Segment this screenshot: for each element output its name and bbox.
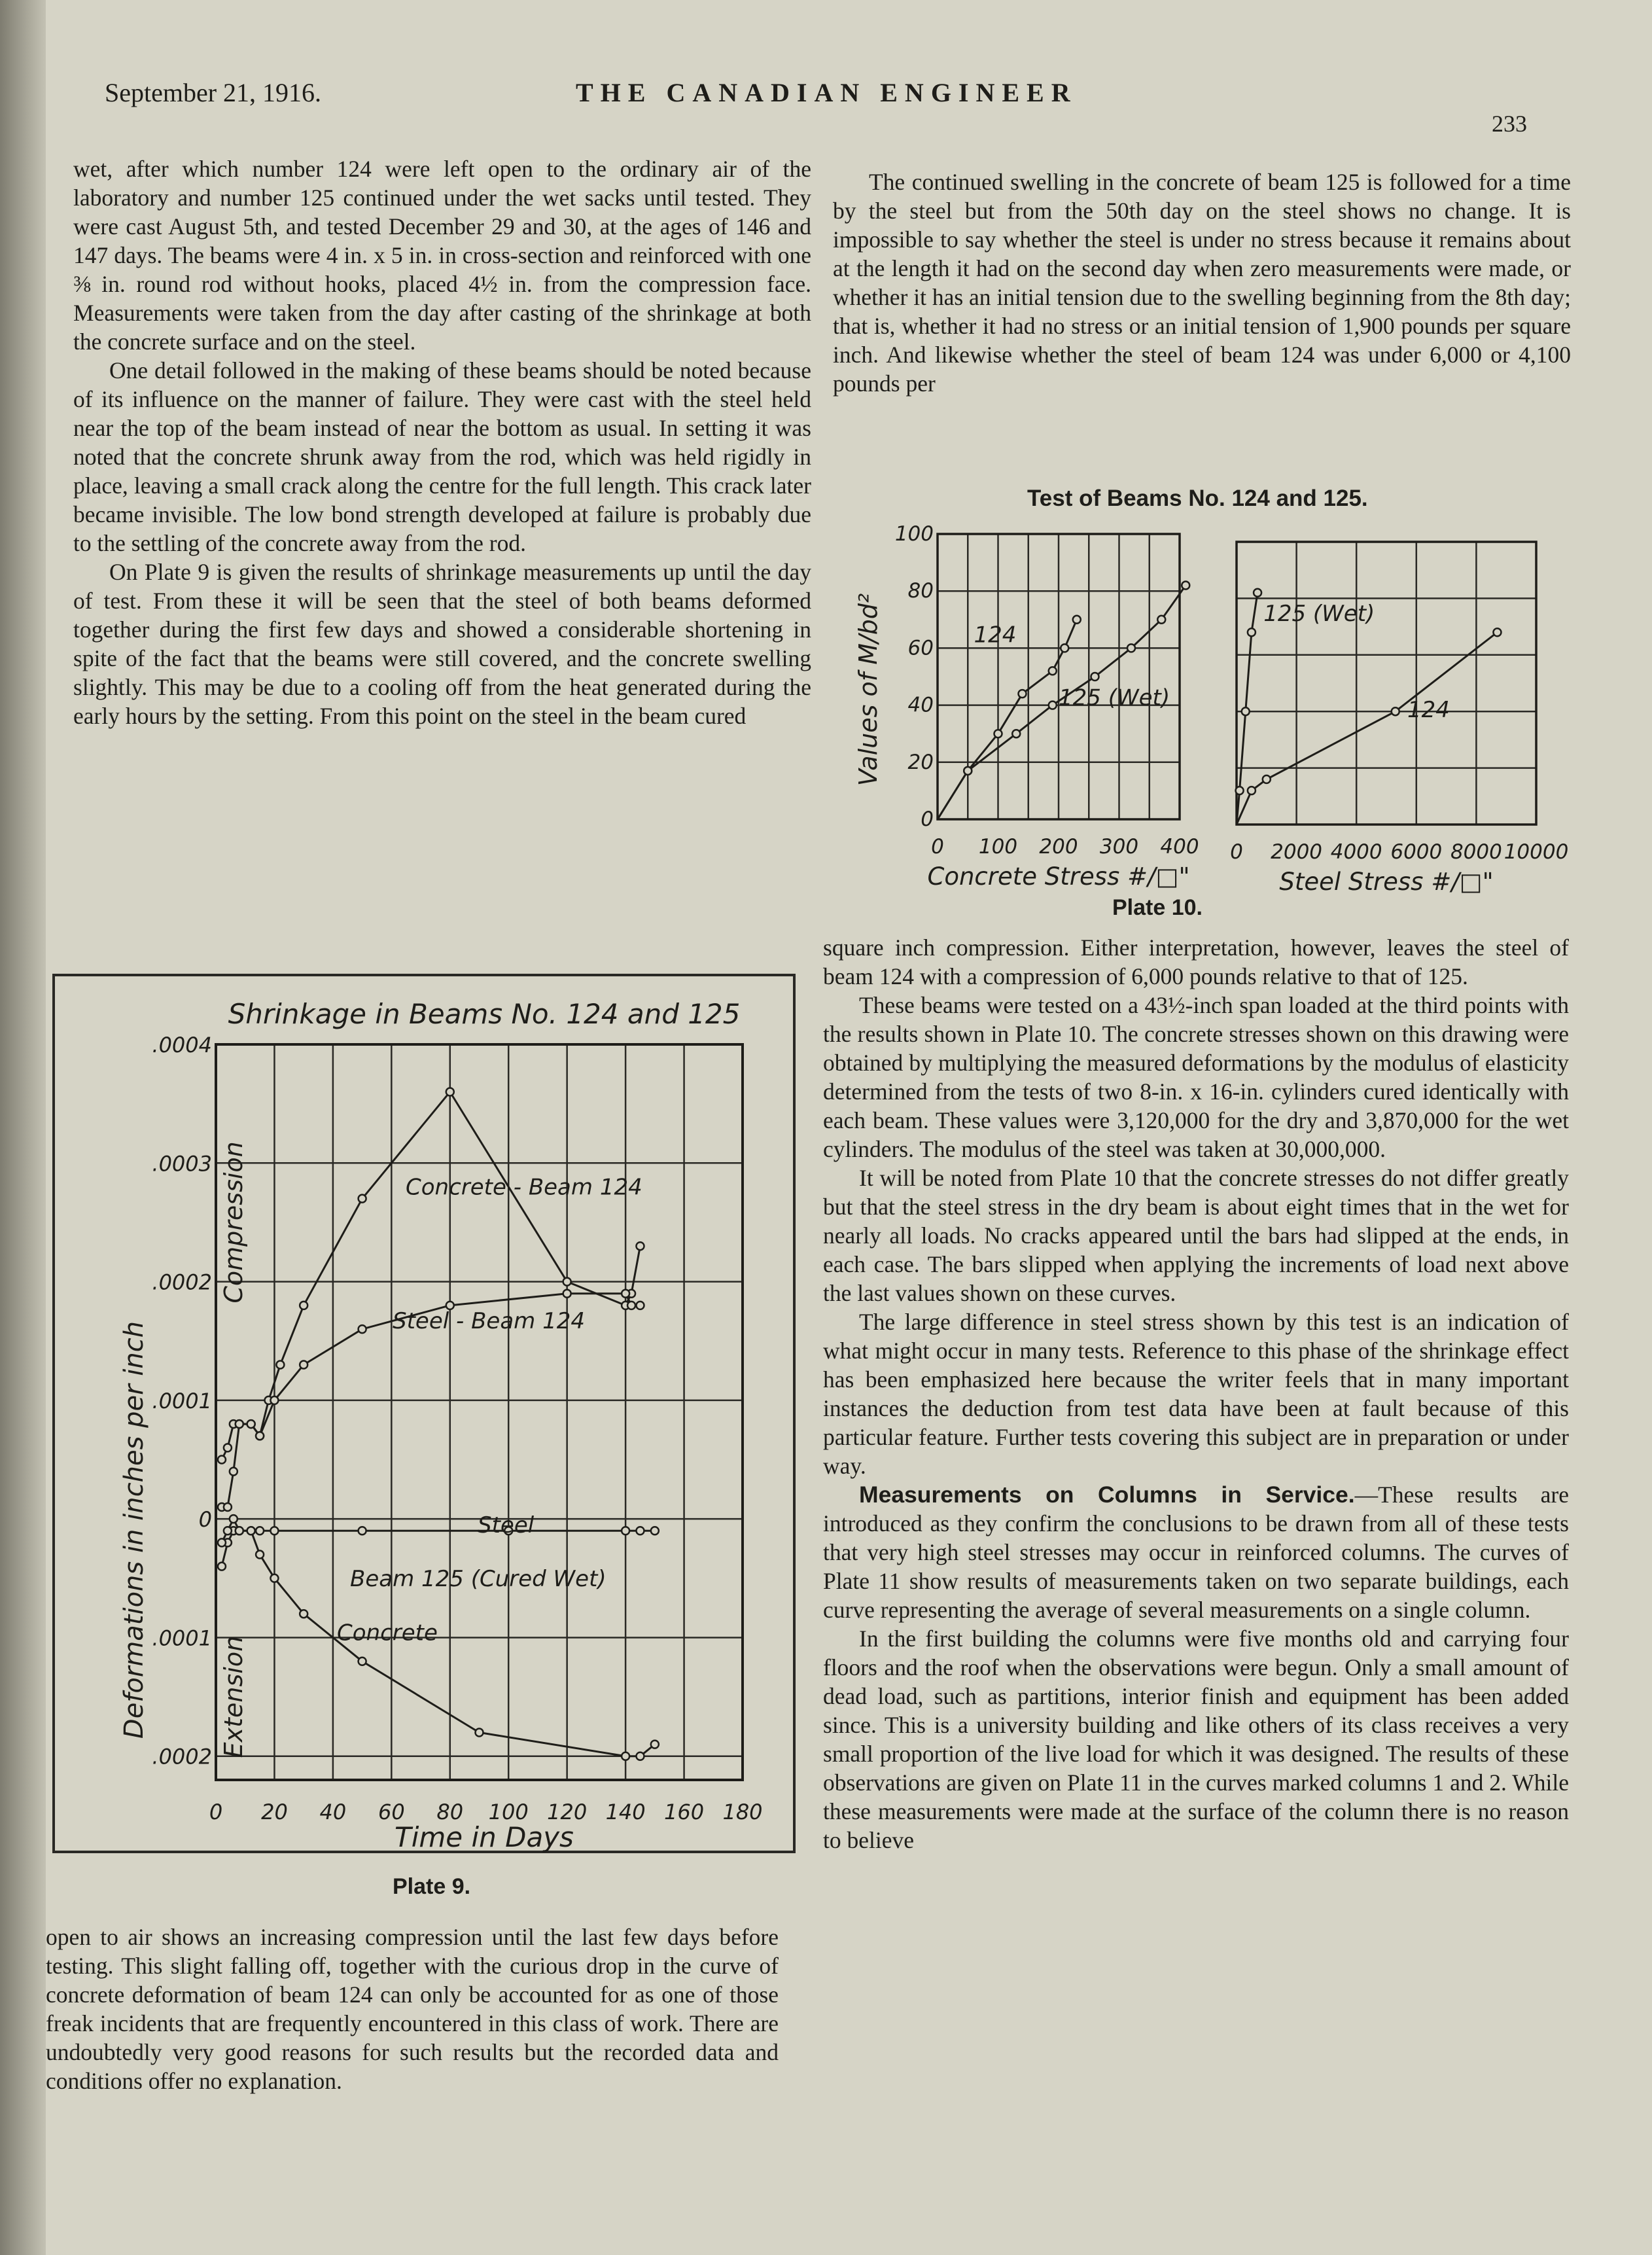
x-tick-label: 180: [722, 1800, 763, 1824]
plate10-title: Test of Beams No. 124 and 125.: [1027, 486, 1368, 511]
annotation-label: Concrete: [337, 1620, 438, 1646]
series-line: [1237, 632, 1497, 825]
data-point: [627, 1302, 635, 1309]
data-point: [636, 1752, 644, 1760]
data-point: [230, 1468, 237, 1476]
data-point: [636, 1302, 644, 1309]
data-point: [256, 1551, 264, 1559]
plate9-caption: Plate 9.: [393, 1874, 471, 1899]
y-tick-label: 0: [198, 1507, 212, 1533]
y-tick-label: .0001: [152, 1388, 212, 1413]
plot-border: [216, 1044, 743, 1780]
data-point: [276, 1360, 284, 1368]
series-line: [938, 620, 1077, 819]
y-tick-label: .0002: [152, 1744, 212, 1769]
right-column-bottom: [823, 933, 1569, 1855]
data-point: [247, 1420, 255, 1428]
paragraph: On Plate 9 is given the results of shrinkage measurements up until the day of test. From these it will be seen that the steel of both beams deformed together during the first few days and showed a considerable shortening in spite of the fact that the beams were still covered, and the concrete swelling slightly. This may be due to a cooling off from the heat generated during the early hours by the setting. From this point on the steel in the beam cured: [73, 559, 811, 729]
x-tick-label: 40: [319, 1800, 347, 1824]
paragraph: These beams were tested on a 43½-inch span loaded at the third points with the results shown in Plate 10. The concrete stresses shown on this drawing were obtained by multiplying the measured deformations by the modulus of elasticity determined from the tests of two 8-in. x 16-in. cylinders cured identically with each beam. These values were 3,120,000 for the dry and 3,870,000 for the wet cylinders. The modulus of the steel was taken at 30,000,000.: [823, 992, 1569, 1162]
paragraph: One detail followed in the making of these beams should be noted because of its influence on the manner of failure. They were cast with the steel held near the top of the beam instead of near the bottom as usual. In setting it was noted that the concrete shrunk away from the rod, which was held rigidly in place, leaving a small crack along the centre for the full length. This crack later became invisible. The low bond strength developed at failure is probably due to the settling of the concrete away from the rod.: [73, 357, 811, 556]
data-point: [247, 1527, 255, 1535]
data-point: [300, 1302, 308, 1309]
data-point: [218, 1538, 226, 1546]
x-tick-label: 6000: [1390, 840, 1443, 864]
annotation-label: Concrete - Beam 124: [406, 1174, 642, 1201]
data-point: [651, 1527, 659, 1535]
data-point: [300, 1610, 308, 1618]
plate9-chart: [52, 974, 796, 1853]
data-point: [359, 1527, 366, 1535]
data-point: [476, 1728, 483, 1736]
y-axis-label: Deformations in inches per inch: [119, 1321, 149, 1739]
data-point: [230, 1515, 237, 1523]
data-point: [1019, 690, 1027, 698]
paragraph: square inch compression. Either interpretation, however, leaves the steel of beam 124 with a compression of 6,000 pounds relative to that of 125.: [823, 934, 1569, 989]
x-tick-label: 200: [1039, 835, 1078, 859]
series-label: 125 (Wet): [1059, 684, 1170, 711]
data-point: [270, 1527, 278, 1535]
data-point: [224, 1444, 232, 1451]
paragraph: It will be noted from Plate 10 that the concrete stresses do not differ greatly but that the steel stress in the dry beam is about eight times that in the wet for nearly all loads. No cracks appeared until the bars had slipped at the ends, in each case. The bars slipped when applying the increments of load next above the last values shown on these curves.: [823, 1165, 1569, 1306]
data-point: [270, 1396, 278, 1404]
data-point: [224, 1503, 232, 1511]
paragraph: The continued swelling in the concrete of beam 125 is followed for a time by the steel but from the 50th day on the steel shows no change. It is impossible to say whether the steel is under no stress because it remains about at the length it had on the second day when zero measurements were made, or whether it has an initial tension due to the swelling beginning from the 8th day; that is, whether it had no stress or an initial tension of 1,900 pounds per square inch. And likewise whether the steel of beam 124 was under 6,000 or 4,100 pounds per: [833, 169, 1571, 397]
paragraph: open to air shows an increasing compression until the last few days before testing. This slight falling off, together with the curious drop in the curve of concrete deformation of beam 124 can only be accounted for as one of those freak incidents that are frequently encountered in this class of work. There are undoubtedly very good reasons for such results but the recorded data and conditions offer no explanation.: [46, 1924, 779, 2094]
compression-label: Compression: [219, 1141, 248, 1304]
data-point: [1236, 787, 1244, 794]
plot-border: [1237, 542, 1536, 825]
y-tick-label: .0001: [152, 1625, 212, 1651]
x-tick-label: 400: [1160, 835, 1199, 859]
data-point: [236, 1420, 243, 1428]
section-heading: Measurements on Columns in Service.: [859, 1482, 1355, 1508]
x-tick-label: 140: [605, 1800, 646, 1824]
data-point: [218, 1563, 226, 1571]
data-point: [1061, 644, 1068, 652]
x-axis-label: Concrete Stress #/□": [927, 862, 1190, 891]
data-point: [236, 1527, 243, 1535]
annotation-label: Steel: [478, 1512, 535, 1539]
data-point: [1493, 628, 1501, 636]
data-point: [1248, 628, 1256, 636]
x-tick-label: 0: [931, 835, 944, 859]
data-point: [1127, 644, 1135, 652]
paragraph-text: —These results are introduced as they confirm the conclusions to be drawn from all of these tests that very high steel stresses may occur in reinforced columns. The curves of Plate 11 show results of measurements taken on two separate buildings, each curve representing the average of several measurements on a single column.: [823, 1482, 1569, 1623]
header-date: September 21, 1916.: [105, 78, 322, 107]
x-tick-label: 2000: [1271, 840, 1323, 864]
header-page-number: 233: [1492, 111, 1527, 137]
paragraph: [823, 1480, 1569, 1624]
series-line: [222, 1092, 641, 1460]
series-label: 124: [974, 622, 1017, 648]
y-tick-label: 100: [894, 522, 934, 546]
data-point: [1263, 775, 1271, 783]
x-tick-label: 8000: [1450, 840, 1502, 864]
x-tick-label: 120: [547, 1800, 588, 1824]
data-point: [651, 1741, 659, 1749]
data-point: [636, 1242, 644, 1250]
data-point: [1049, 667, 1057, 675]
data-point: [256, 1527, 264, 1535]
data-point: [446, 1088, 454, 1096]
data-point: [359, 1195, 366, 1203]
data-point: [359, 1658, 366, 1665]
data-point: [964, 767, 972, 775]
plate10-caption: Plate 10.: [1112, 895, 1203, 920]
x-tick-label: 4000: [1330, 840, 1382, 864]
plate10-chart: [844, 510, 1577, 897]
data-point: [1248, 787, 1256, 794]
annotation-label: Steel - Beam 124: [393, 1308, 585, 1335]
data-point: [1012, 730, 1020, 737]
x-tick-label: 100: [488, 1800, 529, 1824]
header-journal-title: THE CANADIAN ENGINEER: [576, 78, 1078, 107]
data-point: [563, 1290, 571, 1298]
y-tick-label: 60: [907, 636, 934, 660]
data-point: [359, 1325, 366, 1333]
data-point: [218, 1456, 226, 1464]
data-point: [224, 1527, 232, 1535]
y-tick-label: 40: [907, 693, 934, 717]
data-point: [622, 1527, 629, 1535]
data-point: [300, 1360, 308, 1368]
y-tick-label: 0: [921, 808, 934, 831]
x-tick-label: 10000: [1503, 840, 1569, 864]
y-tick-label: 80: [907, 579, 934, 603]
series-label: 125 (Wet): [1263, 600, 1375, 627]
paragraph: wet, after which number 124 were left open to the ordinary air of the laboratory and number 125 continued under the wet sacks until tested. They were cast August 5th, and tested December 29 and 30, at the ages of 146 and 147 days. The beams were 4 in. x 5 in. in cross-section and reinforced with one ⅜ in. round rod without hooks, placed 4½ in. from the compression face. Measurements were taken from the day after casting of the shrinkage at both the concrete surface and on the steel.: [73, 156, 811, 355]
data-point: [1254, 589, 1261, 597]
x-tick-label: 80: [436, 1800, 464, 1824]
x-tick-label: 20: [261, 1800, 288, 1824]
data-point: [622, 1752, 629, 1760]
y-tick-label: 20: [907, 750, 934, 774]
data-point: [1392, 707, 1399, 715]
data-point: [1049, 701, 1057, 709]
adjacent-page-margin: [0, 0, 46, 2255]
x-tick-label: 0: [1230, 840, 1243, 864]
y-axis-label: Values of M/bd²: [854, 593, 883, 787]
data-point: [1182, 581, 1189, 589]
data-point: [1242, 707, 1250, 715]
data-point: [1157, 616, 1165, 624]
data-point: [994, 730, 1002, 737]
y-tick-label: .0003: [152, 1151, 212, 1177]
x-tick-label: 300: [1099, 835, 1139, 859]
y-tick-label: .0004: [152, 1033, 212, 1057]
series-line: [222, 1531, 655, 1566]
paragraph: The large difference in steel stress shown by this test is an indication of what might occur in many tests. Reference to this phase of the shrinkage effect has been emphasized here because the writer feels that in many important instances the deduction from test data have been at fault because of this particular feature. Further tests covering this subject are in preparation or under way.: [823, 1309, 1569, 1479]
data-point: [636, 1527, 644, 1535]
right-column-top: [833, 168, 1571, 398]
x-axis-label: Time in Days: [395, 1821, 574, 1853]
x-axis-label: Steel Stress #/□": [1279, 868, 1494, 896]
data-point: [563, 1278, 571, 1286]
paragraph: In the first building the columns were five months old and carrying four floors and the roof when the observations were begun. Only a small amount of dead load, such as partitions, interior finish and equipment has been added since. This is a university building and like others of its class receives a very small proportion of the live load for which it was designed. The results of these observations are given on Plate 11 in the curves marked columns 1 and 2. While these measurements were made at the surface of the column there is no reason to believe: [823, 1625, 1569, 1853]
x-tick-label: 100: [978, 835, 1018, 859]
data-point: [1091, 673, 1099, 681]
chart-title: Shrinkage in Beams No. 124 and 125: [228, 998, 741, 1030]
data-point: [270, 1574, 278, 1582]
left-column-top: [73, 154, 811, 730]
x-tick-label: 60: [378, 1800, 405, 1824]
data-point: [256, 1432, 264, 1440]
x-tick-label: 0: [209, 1800, 223, 1824]
left-column-bottom: [46, 1923, 779, 2095]
data-point: [1073, 616, 1081, 624]
extension-label: Extension: [219, 1635, 248, 1758]
series-label: 124: [1407, 696, 1450, 723]
data-point: [622, 1290, 629, 1298]
y-tick-label: .0002: [152, 1270, 212, 1295]
x-tick-label: 160: [664, 1800, 705, 1824]
annotation-label: Beam 125 (Cured Wet): [350, 1565, 606, 1592]
